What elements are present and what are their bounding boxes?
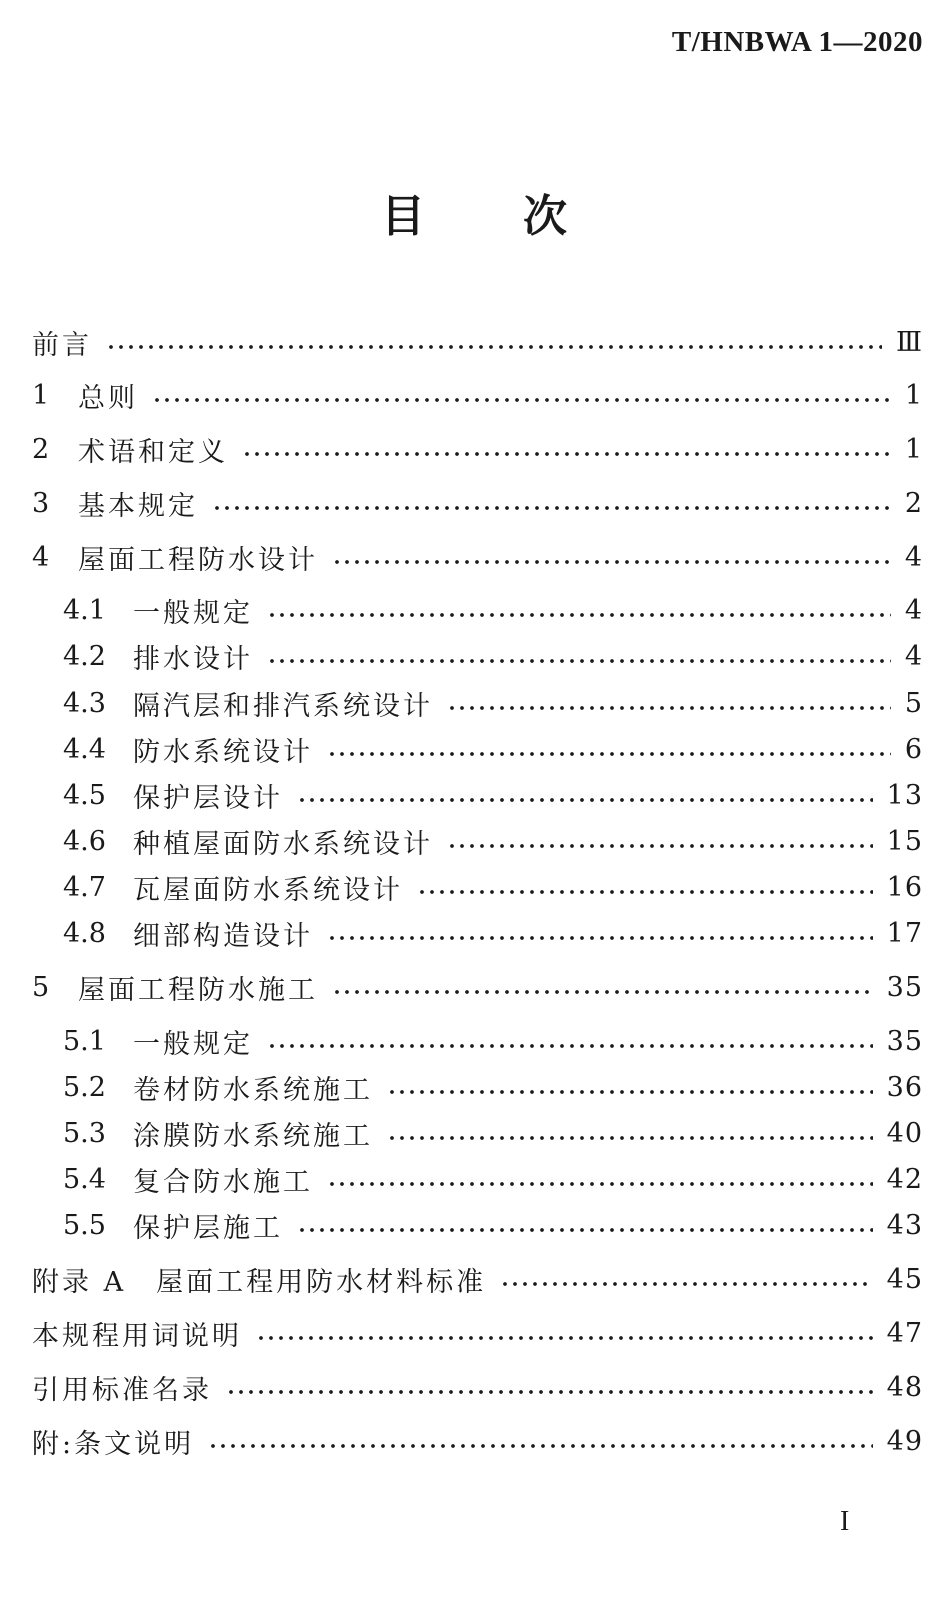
toc-entry-label: 保护层施工 xyxy=(133,1212,283,1244)
toc-entry-page: 15 xyxy=(886,825,923,857)
toc-entry-label: 总则 xyxy=(78,382,138,414)
toc-entry[interactable] xyxy=(32,1313,923,1353)
dot-leader xyxy=(447,706,891,710)
toc-entry-label: 屋面工程防水施工 xyxy=(78,974,318,1006)
toc-entry[interactable] xyxy=(32,483,923,523)
toc-entry-label: 复合防水施工 xyxy=(133,1166,313,1198)
toc-entry[interactable] xyxy=(63,636,923,676)
dot-leader xyxy=(106,345,882,349)
toc-entry-page: 5 xyxy=(904,687,923,719)
toc-entry-label: 种植屋面防水系统设计 xyxy=(133,828,433,860)
toc-entry-label: 保护层设计 xyxy=(133,782,283,814)
dot-leader xyxy=(226,1390,873,1394)
toc-entry-number: 5.4 xyxy=(63,1163,106,1195)
toc-entry-page: 4 xyxy=(904,594,923,626)
toc-entry[interactable] xyxy=(32,1421,923,1461)
toc-entry-page: 1 xyxy=(904,433,923,465)
toc-entry[interactable] xyxy=(63,729,923,769)
toc-entry-page: 35 xyxy=(886,971,923,1003)
toc-entry-label: 附录 A 屋面工程用防水材料标准 xyxy=(32,1266,487,1298)
dot-leader xyxy=(152,398,891,402)
dot-leader xyxy=(327,936,873,940)
toc-entry-number: 4 xyxy=(32,541,50,573)
toc-entry-number: 5.1 xyxy=(63,1025,106,1057)
dot-leader xyxy=(267,1044,873,1048)
toc-entry-label: 本规程用词说明 xyxy=(32,1320,242,1352)
toc-entry-page: 13 xyxy=(886,779,923,811)
toc-entry-page: 45 xyxy=(886,1263,923,1295)
toc-entry-page: 36 xyxy=(886,1071,923,1103)
toc-entry[interactable] xyxy=(63,683,923,723)
toc-entry[interactable] xyxy=(32,1259,923,1299)
toc-entry[interactable] xyxy=(32,322,923,362)
toc-entry-page: 6 xyxy=(904,733,923,765)
toc-entry-page: 4 xyxy=(904,541,923,573)
toc-entry[interactable] xyxy=(63,1113,923,1153)
toc-entry-label: 防水系统设计 xyxy=(133,736,313,768)
dot-leader xyxy=(387,1090,873,1094)
toc-entry-page: 17 xyxy=(886,917,923,949)
toc-entry-number: 5.3 xyxy=(63,1117,106,1149)
dot-leader xyxy=(327,752,891,756)
dot-leader xyxy=(242,452,891,456)
toc-entry-number: 4.4 xyxy=(63,733,106,765)
toc-entry-label: 基本规定 xyxy=(78,490,198,522)
toc-entry-page: 48 xyxy=(886,1371,923,1403)
toc-entry[interactable] xyxy=(63,821,923,861)
toc-entry-page: 4 xyxy=(904,640,923,672)
toc-entry-number: 4.3 xyxy=(63,687,106,719)
title-char-1: 目 xyxy=(381,191,427,242)
toc-entry[interactable] xyxy=(63,913,923,953)
toc-entry-page: 2 xyxy=(904,487,923,519)
dot-leader xyxy=(327,1182,873,1186)
dot-leader xyxy=(208,1444,873,1448)
toc-entry[interactable] xyxy=(63,775,923,815)
toc-entry-number: 5.2 xyxy=(63,1071,106,1103)
toc-entry-label: 瓦屋面防水系统设计 xyxy=(133,874,403,906)
toc-entry[interactable] xyxy=(32,375,923,415)
toc-entry-label: 卷材防水系统施工 xyxy=(133,1074,373,1106)
toc-entry-number: 5.5 xyxy=(63,1209,106,1241)
toc-entry-number: 4.1 xyxy=(63,594,106,626)
page-number: I xyxy=(840,1506,850,1537)
dot-leader xyxy=(417,890,873,894)
toc-entry-label: 屋面工程防水设计 xyxy=(78,544,318,576)
toc-entry-number: 2 xyxy=(32,433,50,465)
dot-leader xyxy=(332,560,891,564)
toc-entry-number: 5 xyxy=(32,971,50,1003)
toc-entry[interactable] xyxy=(63,1159,923,1199)
toc-entry[interactable] xyxy=(32,1367,923,1407)
toc-entry-page: 43 xyxy=(886,1209,923,1241)
toc-entry-label: 引用标准名录 xyxy=(32,1374,212,1406)
toc-entry-number: 4.5 xyxy=(63,779,106,811)
dot-leader xyxy=(297,1228,873,1232)
toc-entry-label: 附:条文说明 xyxy=(32,1428,195,1460)
title-char-2: 次 xyxy=(523,191,569,242)
toc-entry[interactable] xyxy=(63,1067,923,1107)
toc-entry[interactable] xyxy=(63,1205,923,1245)
toc-entry-page: Ⅲ xyxy=(895,326,923,358)
dot-leader xyxy=(297,798,873,802)
toc-entry-page: 42 xyxy=(886,1163,923,1195)
toc-entry[interactable] xyxy=(32,967,923,1007)
toc-entry-number: 4.6 xyxy=(63,825,106,857)
dot-leader xyxy=(267,613,891,617)
dot-leader xyxy=(256,1336,873,1340)
toc-entry-page: 35 xyxy=(886,1025,923,1057)
toc-entry-label: 一般规定 xyxy=(133,1028,253,1060)
toc-entry-label: 术语和定义 xyxy=(78,436,228,468)
toc-entry-page: 16 xyxy=(886,871,923,903)
dot-leader xyxy=(267,659,891,663)
toc-entry-label: 一般规定 xyxy=(133,597,253,629)
dot-leader xyxy=(387,1136,873,1140)
toc-entry-label: 隔汽层和排汽系统设计 xyxy=(133,690,433,722)
toc-entry-label: 排水设计 xyxy=(133,643,253,675)
toc-entry[interactable] xyxy=(32,429,923,469)
toc-entry-number: 3 xyxy=(32,487,50,519)
toc-entry-page: 1 xyxy=(904,379,923,411)
dot-leader xyxy=(212,506,891,510)
toc-entry[interactable] xyxy=(32,537,923,577)
standard-code: T/HNBWA 1—2020 xyxy=(671,26,923,58)
toc-entry[interactable] xyxy=(63,1021,923,1061)
toc-entry-label: 涂膜防水系统施工 xyxy=(133,1120,373,1152)
toc-entry-page: 40 xyxy=(886,1117,923,1149)
toc-entry-number: 4.7 xyxy=(63,871,106,903)
toc-entry-number: 4.8 xyxy=(63,917,106,949)
dot-leader xyxy=(332,990,873,994)
dot-leader xyxy=(500,1282,873,1286)
toc-entry-label: 前言 xyxy=(32,329,92,361)
toc-entry-number: 1 xyxy=(32,379,50,411)
toc-entry-page: 47 xyxy=(886,1317,923,1349)
toc-entry-page: 49 xyxy=(886,1425,923,1457)
toc-entry-number: 4.2 xyxy=(63,640,106,672)
toc-entry[interactable] xyxy=(63,590,923,630)
toc-entry[interactable] xyxy=(63,867,923,907)
toc-entry-label: 细部构造设计 xyxy=(133,920,313,952)
dot-leader xyxy=(447,844,873,848)
